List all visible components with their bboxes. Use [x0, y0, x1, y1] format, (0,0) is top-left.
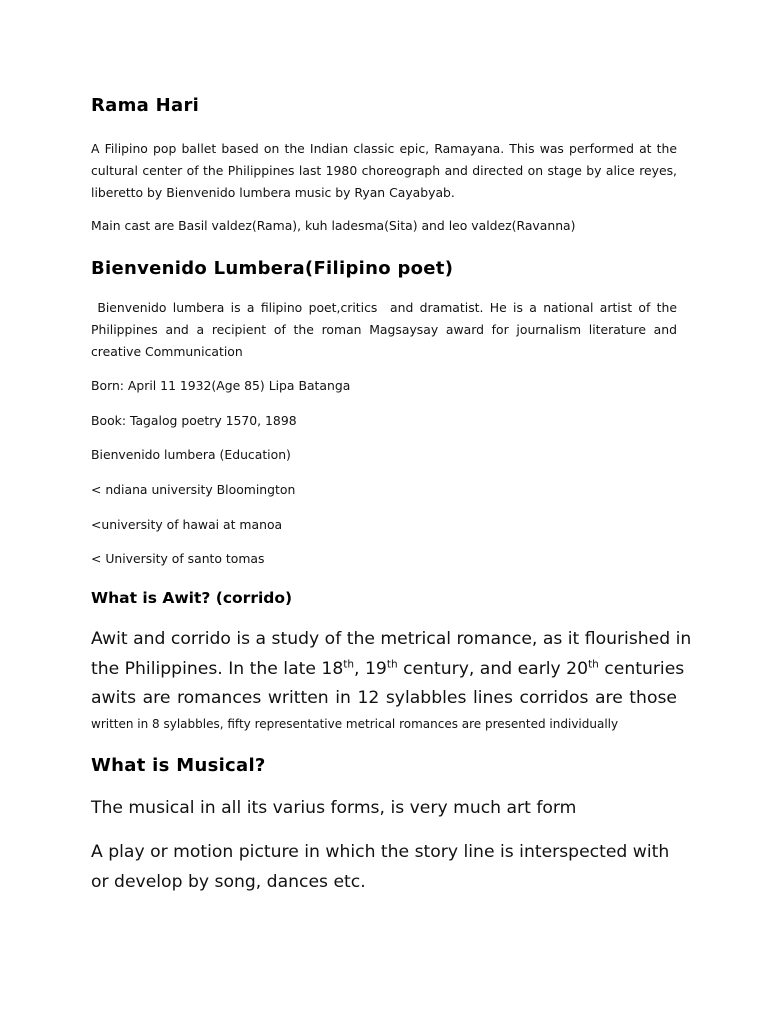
paragraph-lumbera-intro: Bienvenido lumbera is a filipino poet,critics and dramatist. He is a national artist of the Philippines and a recipient of the roman Magsaysay award for journalism literature and creative Communication — [91, 300, 681, 359]
heading-bienvenido-lumbera: Bienvenido Lumbera(Filipino poet) — [91, 258, 454, 279]
lumbera-education-heading: Bienvenido lumbera (Education) — [91, 447, 291, 462]
heading-what-is-musical: What is Musical? — [91, 755, 266, 776]
awit-line: Awit and corrido is a study of the metrical romance, as it flourished in — [91, 629, 692, 649]
awit-line-small: written in 8 sylabbles, fifty representative metrical romances are presented individually — [91, 716, 619, 731]
superscript: th — [343, 657, 355, 670]
awit-text: century, and early 20 — [397, 658, 589, 679]
awit-line: awits are romances written in 12 sylabbles lines corridos are those — [91, 688, 677, 708]
lumbera-book: Book: Tagalog poetry 1570, 1898 — [91, 413, 297, 428]
awit-text: , 19 — [354, 658, 387, 679]
paragraph-awit — [91, 625, 692, 734]
heading-rama-hari: Rama Hari — [91, 95, 200, 116]
lumbera-born: Born: April 11 1932(Age 85) Lipa Batanga — [91, 378, 351, 393]
education-item: <university of hawai at manoa — [91, 517, 283, 532]
paragraph-rama-hari-cast: Main cast are Basil valdez(Rama), kuh ladesma(Sita) and leo valdez(Ravanna) — [91, 218, 576, 233]
superscript: th — [588, 657, 599, 670]
paragraph-musical-definition: The musical in all its varius forms, is very much art form — [91, 798, 577, 818]
education-item: < ndiana university Bloomington — [91, 482, 296, 497]
superscript: th — [386, 657, 398, 670]
paragraph-musical-play: A play or motion picture in which the story line is interspected with or develop by song, dances etc. — [91, 842, 670, 892]
awit-text: centuries — [598, 658, 685, 679]
awit-text: the Philippines. In the late 18 — [91, 658, 344, 679]
paragraph-rama-hari-description: A Filipino pop ballet based on the Indian classic epic, Ramayana. This was performed at the cultural center of the Philippines last 1980 choreograph and directed on stage by alice reyes, liberetto by Bienvenido lumbera music by Ryan Cayabyab. — [91, 141, 677, 200]
education-item: < University of santo tomas — [91, 551, 265, 566]
heading-what-is-awit: What is Awit? (corrido) — [91, 589, 293, 607]
awit-line — [91, 655, 685, 685]
